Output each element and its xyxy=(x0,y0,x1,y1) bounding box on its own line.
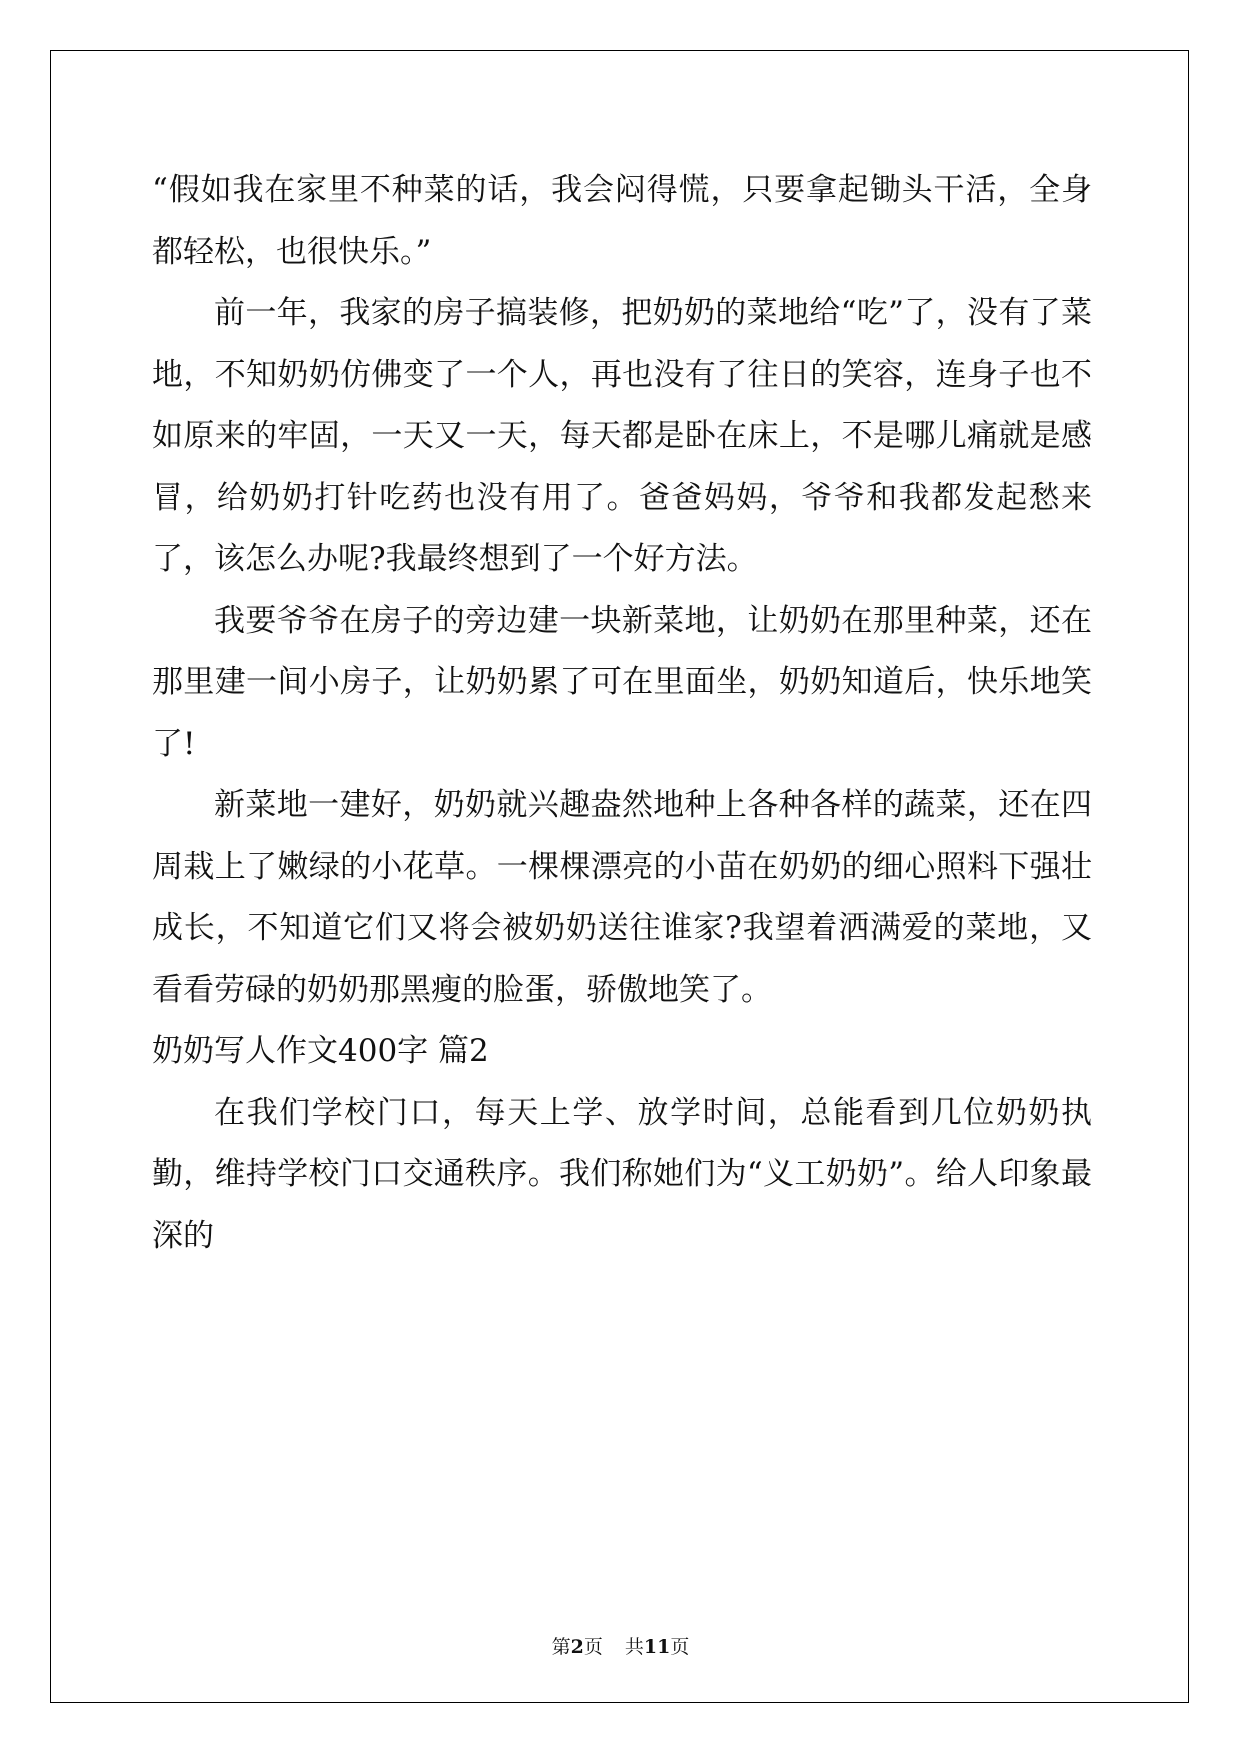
paragraph: 我要爷爷在房子的旁边建一块新菜地，让奶奶在那里种菜，还在那里建一间小房子，让奶奶累了可在里面坐，奶奶知道后，快乐地笑了! xyxy=(152,602,1092,762)
total-prefix: 共 xyxy=(624,1636,644,1658)
paragraph: “假如我在家里不种菜的话，我会闷得慌，只要拿起锄头干活，全身都轻松，也很快乐。” xyxy=(152,172,1092,270)
page-suffix: 页 xyxy=(583,1636,603,1658)
total-suffix: 页 xyxy=(670,1636,690,1658)
paragraph: 前一年，我家的房子搞装修，把奶奶的菜地给“吃”了，没有了菜地，不知奶奶仿佛变了一个人，再也没有了往日的笑容，连身子也不如原来的牢固，一天又一天，每天都是卧在床上，不是哪儿痛就是感冒，给奶奶打针吃药也没有用了。爸爸妈妈，爷爷和我都发起愁来了，该怎么办呢?我最终想到了一个好方法。 xyxy=(152,295,1092,577)
paragraph: 在我们学校门口，每天上学、放学时间，总能看到几位奶奶执勤，维持学校门口交通秩序。我们称她们为“义工奶奶”。给人印象最深的 xyxy=(152,1094,1092,1254)
page-total: 11 xyxy=(643,1636,671,1658)
page-footer xyxy=(0,1632,1241,1659)
document-body xyxy=(152,160,1092,1267)
page-prefix: 第 xyxy=(551,1636,571,1658)
section-heading: 奶奶写人作文400字 篇2 xyxy=(152,1033,489,1069)
paragraph: 新菜地一建好，奶奶就兴趣盎然地种上各种各样的蔬菜，还在四周栽上了嫩绿的小花草。一棵棵漂亮的小苗在奶奶的细心照料下强壮成长，不知道它们又将会被奶奶送往谁家?我望着洒满爱的菜地，又看看劳碌的奶奶那黑瘦的脸蛋，骄傲地笑了。 xyxy=(152,787,1092,1008)
page-current: 2 xyxy=(570,1636,584,1658)
